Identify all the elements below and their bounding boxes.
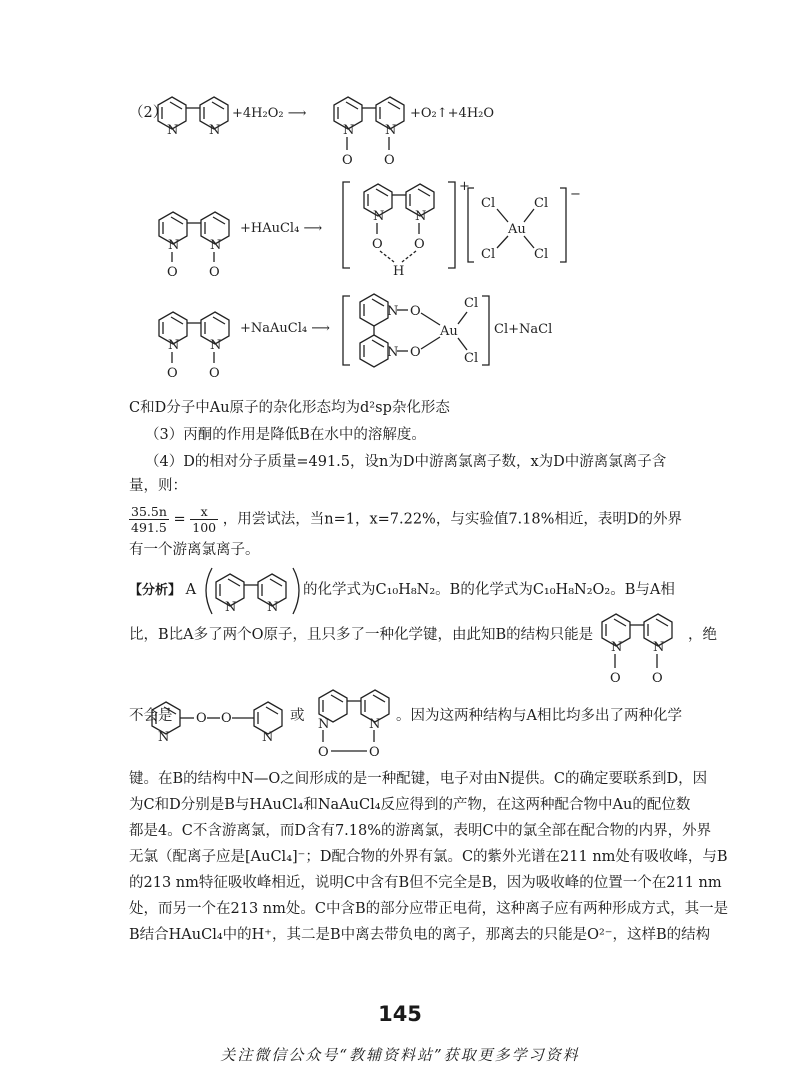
para-line: 为C和D分别是B与HAuCl₄和NaAuCl₄反应得到的产物，在这两种配合物中Au的配位数 bbox=[129, 797, 691, 813]
para-line: 的213 nm特征吸收峰相近，说明C中含有B但不完全是B，因为吸收峰的位置一个在211 nm bbox=[129, 875, 722, 891]
answer-3: （3）丙酮的作用是降低B在水中的溶解度。 bbox=[145, 427, 426, 443]
para-line: 都是4。C不含游离氯，而D含有7.18%的游离氯，表明C中的氯全部在配合物的内界，外界 bbox=[129, 823, 712, 839]
neutral-complex-d bbox=[343, 294, 489, 367]
bipyridine-dioxide-product bbox=[334, 97, 404, 168]
svg-text:Au: Au bbox=[508, 222, 526, 237]
svg-text:N: N bbox=[653, 640, 665, 655]
svg-text:N: N bbox=[373, 209, 385, 224]
structure-b-dioxide bbox=[602, 614, 672, 686]
svg-text:N: N bbox=[225, 600, 237, 615]
answer-4-line1: （4）D的相对分子质量=491.5，设n为D中游离氯离子数，x为D中游离氯离子含 bbox=[145, 454, 667, 470]
hybridization-statement: C和D分子中Au原子的杂化形态均为d²sp杂化形态 bbox=[129, 400, 450, 416]
svg-text:O: O bbox=[209, 265, 220, 280]
svg-text:N: N bbox=[168, 238, 180, 253]
analysis-line3-start: 不会是 bbox=[129, 708, 173, 724]
dioxide-reactant-3 bbox=[159, 212, 229, 280]
svg-text:O: O bbox=[410, 304, 421, 319]
structure-a-bipyridine bbox=[206, 568, 299, 615]
svg-text:H: H bbox=[393, 264, 405, 279]
svg-text:N: N bbox=[267, 600, 279, 615]
eq3-reagent: +HAuCl₄ ⟶ bbox=[240, 221, 323, 236]
svg-text:Cl: Cl bbox=[534, 247, 549, 262]
eq4-reagent: +NaAuCl₄ ⟶ bbox=[240, 321, 330, 336]
para-line: 处，而另一个在213 nm处。C中含B的部分应带正电荷，这种离子应有两种形成方式，其一是 bbox=[129, 901, 729, 917]
cation-complex-c bbox=[343, 179, 470, 279]
svg-text:N: N bbox=[385, 123, 397, 138]
analysis-line3-end: 。因为这两种结构与A相比均多出了两种化学 bbox=[396, 708, 682, 724]
answer-4-line2: 量，则： bbox=[129, 478, 187, 494]
svg-text:N: N bbox=[210, 338, 222, 353]
analysis-line2-end: ，绝 bbox=[688, 627, 717, 643]
svg-text:N: N bbox=[415, 209, 427, 224]
svg-text:O: O bbox=[196, 711, 207, 726]
svg-text:O: O bbox=[342, 153, 353, 168]
alt-structure-ring bbox=[318, 690, 389, 760]
svg-text:N: N bbox=[387, 304, 399, 319]
svg-text:N: N bbox=[158, 730, 170, 745]
svg-text:O: O bbox=[414, 237, 425, 252]
bipyridine-reactant bbox=[158, 97, 228, 138]
svg-text:O: O bbox=[209, 366, 220, 381]
svg-text:N: N bbox=[167, 123, 179, 138]
eq2-label: （2） bbox=[129, 105, 168, 121]
svg-text:N: N bbox=[369, 717, 381, 732]
fraction-molar: $\frac{35.5n}{491.5}$ bbox=[131, 504, 167, 535]
svg-text:O: O bbox=[610, 671, 621, 686]
para-line: 无氯（配离子应是[AuCl₄]⁻；D配合物的外界有氯。C的紫外光谱在211 nm处有吸收峰，与B bbox=[129, 849, 728, 865]
analysis-line1: 的化学式为C₁₀H₈N₂。B的化学式为C₁₀H₈N₂O₂。B与A相 bbox=[303, 582, 675, 598]
para-line: 键。在B的结构中N—O之间形成的是一种配键，电子对由N提供。C的确定要联系到D，因 bbox=[129, 771, 708, 787]
svg-text:N: N bbox=[209, 123, 221, 138]
analysis-tag: 【分析】 bbox=[129, 583, 182, 598]
svg-text:O: O bbox=[167, 265, 178, 280]
eq2-products: +O₂↑+4H₂O bbox=[410, 106, 495, 121]
svg-text:−: − bbox=[570, 187, 581, 202]
svg-text:O: O bbox=[221, 711, 232, 726]
svg-text:O: O bbox=[652, 671, 663, 686]
svg-text:O: O bbox=[369, 745, 380, 760]
svg-text:O: O bbox=[384, 153, 395, 168]
svg-text:O: O bbox=[410, 345, 421, 360]
svg-text:O: O bbox=[318, 745, 329, 760]
fraction-percent: $\frac{x}{100}$ bbox=[192, 504, 217, 535]
svg-text:N: N bbox=[210, 238, 222, 253]
svg-text:N: N bbox=[318, 717, 330, 732]
svg-text:Cl: Cl bbox=[534, 196, 549, 211]
answer-4-equation: $\frac{35.5n}{491.5}$ = $\frac{x}{100}$ ，用尝试法，当n=1，x=7.22%，与实验值7.18%相近，表明D的外界 bbox=[131, 504, 683, 535]
analysis-heading bbox=[129, 580, 196, 601]
para-line: B结合HAuCl₄中的H⁺，其二是B中离去带负电的离子，那离去的只能是O²⁻，这样B的结构 bbox=[129, 927, 711, 943]
aucl4-anion bbox=[468, 187, 581, 262]
answer-4-line3: ，用尝试法，当n=1，x=7.22%，与实验值7.18%相近，表明D的外界 bbox=[222, 511, 683, 528]
svg-text:N: N bbox=[262, 730, 274, 745]
svg-text:Cl: Cl bbox=[464, 296, 479, 311]
page-number: 145 bbox=[378, 1002, 422, 1026]
svg-text:Cl: Cl bbox=[464, 351, 479, 366]
svg-text:Cl: Cl bbox=[481, 247, 496, 262]
eq4-products: Cl+NaCl bbox=[494, 322, 553, 337]
answer-4-line4: 有一个游离氯离子。 bbox=[129, 542, 260, 558]
svg-text:+: + bbox=[459, 179, 470, 194]
svg-text:N: N bbox=[168, 338, 180, 353]
footer-note: 关注微信公众号“教辅资料站”获取更多学习资料 bbox=[220, 1046, 580, 1064]
analysis-line3-or: 或 bbox=[290, 708, 305, 724]
svg-text:O: O bbox=[372, 237, 383, 252]
dioxide-reactant-4 bbox=[159, 312, 229, 381]
svg-text:N: N bbox=[387, 345, 399, 360]
svg-text:O: O bbox=[167, 366, 178, 381]
svg-text:N: N bbox=[343, 123, 355, 138]
svg-text:N: N bbox=[611, 640, 623, 655]
analysis-a-label: A bbox=[185, 582, 197, 598]
analysis-line2: 比，B比A多了两个O原子，且只多了一种化学键，由此知B的结构只能是 bbox=[129, 627, 594, 643]
svg-text:Au: Au bbox=[440, 324, 458, 339]
svg-text:Cl: Cl bbox=[481, 196, 496, 211]
eq2-reagent: +4H₂O₂ ⟶ bbox=[232, 106, 307, 121]
